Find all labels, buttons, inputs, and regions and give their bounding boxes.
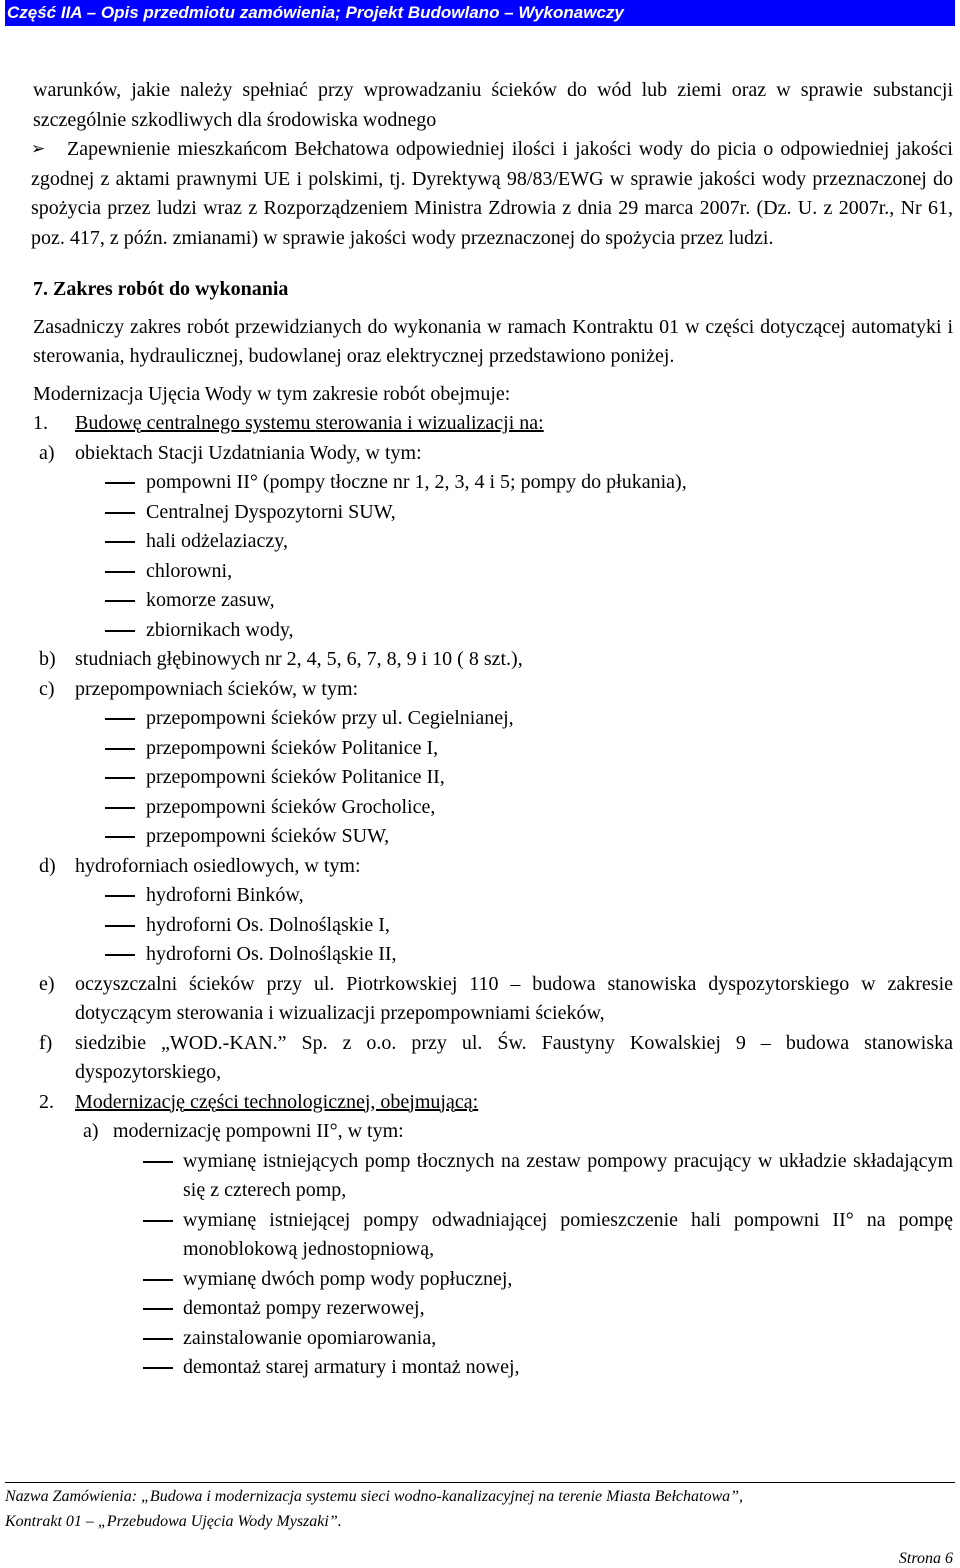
dash-item: przepompowni ścieków Grocholice, xyxy=(33,793,953,823)
dash-item: przepompowni ścieków Politanice I, xyxy=(33,734,953,764)
document-footer xyxy=(5,1482,955,1567)
bullet-text: Zapewnienie mieszkańcom Bełchatowa odpowiedniej ilości i jakości wody do picia o odpowiedniej jakości zgodnej z aktami prawnymi UE i polskimi, tj. Dyrektywą 98/83/EWG w sprawie jakości wody przeznaczonej do spożycia przez ludzi wraz z Rozporządzeniem Ministra Zdrowia z dnia 29 marca 2007r. (Dz. U. z 2007r., Nr 61, poz. 417, z późn. zmianami) w sprawie jakości wody przeznaczonej do spożycia przez ludzi. xyxy=(31,138,953,249)
dash-icon xyxy=(105,541,135,543)
list-number: 1. xyxy=(33,412,48,434)
dash-icon xyxy=(105,895,135,897)
dash-item: przepompowni ścieków przy ul. Cegielnianej, xyxy=(33,704,953,734)
arrow-bullet-icon: ➢ xyxy=(31,139,46,159)
sub-item-2a xyxy=(33,1117,953,1147)
sub-item-e xyxy=(33,970,953,1029)
dash-item: przepompowni ścieków Politanice II, xyxy=(33,763,953,793)
section-paragraph: Zasadniczy zakres robót przewidzianych do wykonania w ramach Kontraktu 01 w części dotyczącej automatyki i sterowania, hydraulicznej, budowlanej oraz elektrycznej przedstawiono poniżej. xyxy=(33,315,953,367)
dash-icon xyxy=(143,1220,173,1222)
dash-icon xyxy=(105,630,135,632)
dash-icon xyxy=(143,1367,173,1369)
list-item-2 xyxy=(33,1088,953,1118)
dash-icon xyxy=(105,718,135,720)
dash-icon xyxy=(105,836,135,838)
dash-item: Centralnej Dyspozytorni SUW, xyxy=(33,498,953,528)
dash-item: hali odżelaziaczy, xyxy=(33,527,953,557)
list-item-label: Budowę centralnego systemu sterowania i wizualizacji na: xyxy=(75,412,544,434)
dash-item: pompowni II° (pompy tłoczne nr 1, 2, 3, 4 i 5; pompy do płukania), xyxy=(33,468,953,498)
footer-contract: Kontrakt 01 – „Przebudowa Ujęcia Wody Myszaki”. xyxy=(5,1513,342,1530)
sub-item-f xyxy=(33,1029,953,1088)
sub-text: studniach głębinowych nr 2, 4, 5, 6, 7, 8, 9 i 10 ( 8 szt.), xyxy=(75,648,523,670)
dash-icon xyxy=(143,1338,173,1340)
dash-item: hydroforni Os. Dolnośląskie II, xyxy=(33,940,953,970)
dash-item: komorze zasuw, xyxy=(33,586,953,616)
document-header xyxy=(5,0,955,26)
dash-icon xyxy=(105,512,135,514)
sub-letter: b) xyxy=(39,648,56,670)
page-number: Strona 6 xyxy=(898,1550,953,1567)
section-intro: Modernizacja Ujęcia Wody w tym zakresie robót obejmuje: xyxy=(33,382,511,405)
sub-letter: a) xyxy=(39,441,55,464)
sub-letter: d) xyxy=(39,854,56,877)
sub-letter: c) xyxy=(39,677,55,700)
sub-letter: e) xyxy=(39,972,55,995)
dash-item: hydroforni Binków, xyxy=(33,881,953,911)
sub-text: oczyszczalni ścieków przy ul. Piotrkowskiej 110 – budowa stanowiska dyspozytorskiego w zakresie dotyczącym sterowania i wizualizacji przepompowniami ścieków, xyxy=(75,972,953,1024)
footer-order-name: Nazwa Zamówienia: „Budowa i modernizacja systemu sieci wodno-kanalizacyjnej na terenie Miasta Bełchatowa”, xyxy=(5,1482,955,1509)
sub-item-c xyxy=(33,675,953,705)
dash-icon xyxy=(105,571,135,573)
sub-item-d xyxy=(33,852,953,882)
dash-icon xyxy=(105,807,135,809)
dash-item: chlorowni, xyxy=(33,557,953,587)
list-number: 2. xyxy=(39,1090,54,1113)
dash-list-2a xyxy=(33,1147,953,1383)
bullet-item xyxy=(33,135,953,253)
dash-item: wymianę dwóch pomp wody popłucznej, xyxy=(33,1265,953,1295)
section-heading: 7. Zakres robót do wykonania xyxy=(33,278,289,300)
sub-text: modernizację pompowni II°, w tym: xyxy=(113,1120,404,1142)
document-body xyxy=(33,76,953,1383)
sub-item-a xyxy=(33,439,953,469)
dash-item: demontaż pompy rezerwowej, xyxy=(33,1294,953,1324)
list-item-label: Modernizację części technologicznej, obejmującą: xyxy=(75,1090,479,1113)
dash-item: hydroforni Os. Dolnośląskie I, xyxy=(33,911,953,941)
sub-text: hydroforniach osiedlowych, w tym: xyxy=(75,854,361,877)
dash-icon xyxy=(105,600,135,602)
dash-icon xyxy=(105,777,135,779)
dash-item: wymianę istniejącej pompy odwadniającej pomieszczenie hali pompowni II° na pompę monoblokową jednostopniową, xyxy=(33,1206,953,1265)
dash-icon xyxy=(105,748,135,750)
header-title: Część IIA – Opis przedmiotu zamówienia; Projekt Budowlano – Wykonawczy xyxy=(7,3,624,22)
sub-letter: a) xyxy=(83,1120,99,1142)
intro-paragraph: warunków, jakie należy spełniać przy wprowadzaniu ścieków do wód lub ziemi oraz w sprawie substancji szczególnie szkodliwych dla środowiska wodnego xyxy=(33,79,953,131)
dash-list-c xyxy=(33,704,953,852)
list-item-1 xyxy=(33,409,953,439)
dash-icon xyxy=(143,1308,173,1310)
dash-list-d xyxy=(33,881,953,970)
sub-text: przepompowniach ścieków, w tym: xyxy=(75,677,359,700)
dash-icon xyxy=(143,1279,173,1281)
dash-icon xyxy=(105,925,135,927)
dash-icon xyxy=(105,482,135,484)
dash-item: przepompowni ścieków SUW, xyxy=(33,822,953,852)
dash-item: wymianę istniejących pomp tłocznych na zestaw pompowy pracujący w układzie składającym się z czterech pomp, xyxy=(33,1147,953,1206)
dash-list-a xyxy=(33,468,953,645)
dash-item: zbiornikach wody, xyxy=(33,616,953,646)
sub-letter: f) xyxy=(39,1031,53,1054)
dash-icon xyxy=(143,1161,173,1163)
dash-item: zainstalowanie opomiarowania, xyxy=(33,1324,953,1354)
sub-text: obiektach Stacji Uzdatniania Wody, w tym: xyxy=(75,441,422,464)
sub-text: siedzibie „WOD.-KAN.” Sp. z o.o. przy ul. Św. Faustyny Kowalskiej 9 – budowa stanowiska dyspozytorskiego, xyxy=(75,1031,953,1083)
dash-icon xyxy=(105,954,135,956)
sub-item-b xyxy=(33,645,953,675)
dash-item: demontaż starej armatury i montaż nowej, xyxy=(33,1353,953,1383)
